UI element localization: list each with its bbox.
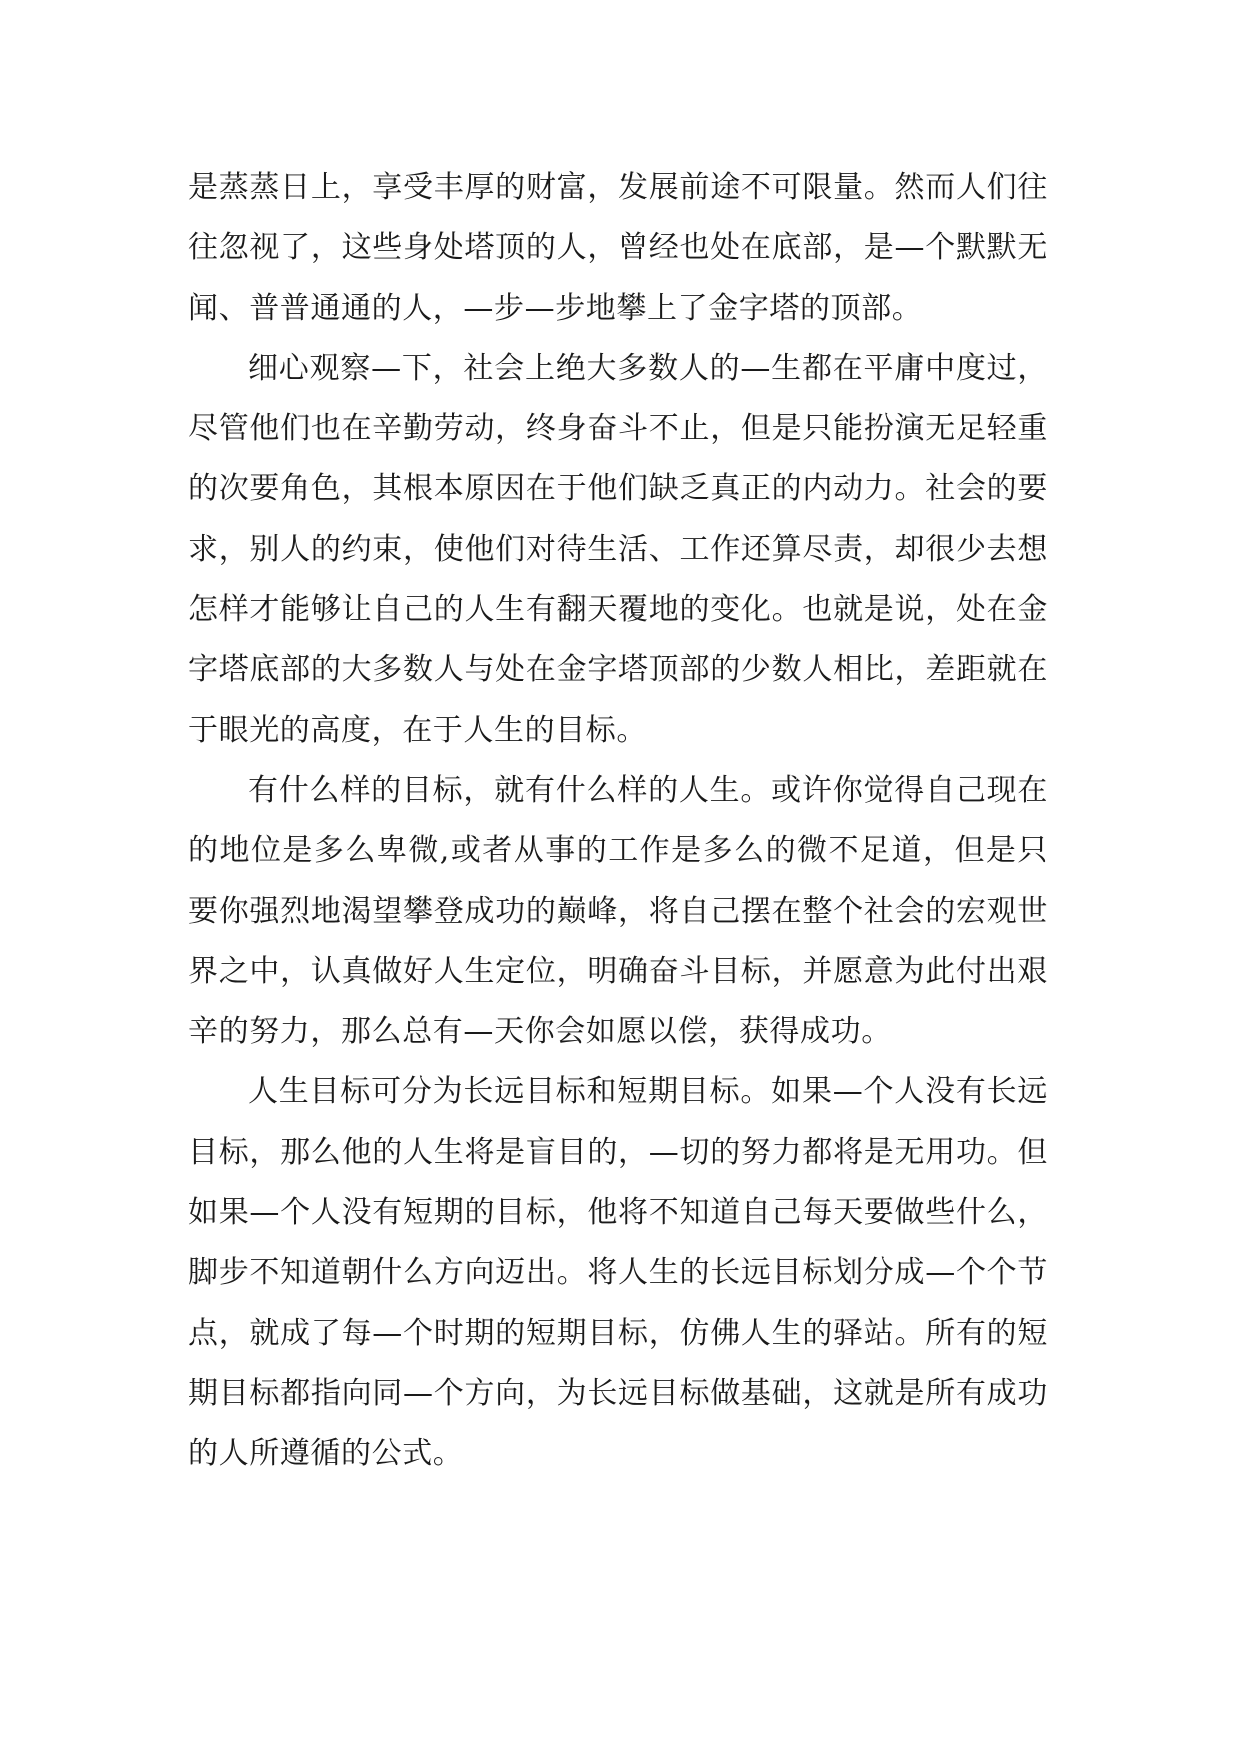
paragraph-1: 是蒸蒸日上，享受丰厚的财富，发展前途不可限量。然而人们往往忽视了，这些身处塔顶的人，曾经也处在底部，是—个默默无闻、普普通通的人，—步—步地攀上了金字塔的顶部。: [188, 170, 1048, 326]
document-body: [188, 158, 1048, 1485]
paragraph-2: 细心观察—下，社会上绝大多数人的—生都在平庸中度过，尽管他们也在辛勤劳动，终身奋斗不止，但是只能扮演无足轻重的次要角色，其根本原因在于他们缺乏真正的内动力。社会的要求，别人的约束，使他们对待生活、工作还算尽责，却很少去想怎样才能够让自己的人生有翻天覆地的变化。也就是说，处在金字塔底部的大多数人与处在金字塔顶部的少数人相比，差距就在于眼光的高度，在于人生的目标。: [188, 350, 1048, 748]
paragraph-3: 有什么样的目标，就有什么样的人生。或许你觉得自己现在的地位是多么卑微,或者从事的工作是多么的微不足道，但是只要你强烈地渴望攀登成功的巅峰，将自己摆在整个社会的宏观世界之中，认真做好人生定位，明确奋斗目标，并愿意为此付出艰辛的努力，那么总有—天你会如愿以偿，获得成功。: [188, 772, 1048, 1050]
paragraph-4: 人生目标可分为长远目标和短期目标。如果—个人没有长远目标，那么他的人生将是盲目的，—切的努力都将是无用功。但如果—个人没有短期的目标，他将不知道自己每天要做些什么，脚步不知道朝什么方向迈出。将人生的长远目标划分成—个个节点，就成了每—个时期的短期目标，仿佛人生的驿站。所有的短期目标都指向同—个方向，为长远目标做基础，这就是所有成功的人所遵循的公式。: [188, 1074, 1048, 1472]
